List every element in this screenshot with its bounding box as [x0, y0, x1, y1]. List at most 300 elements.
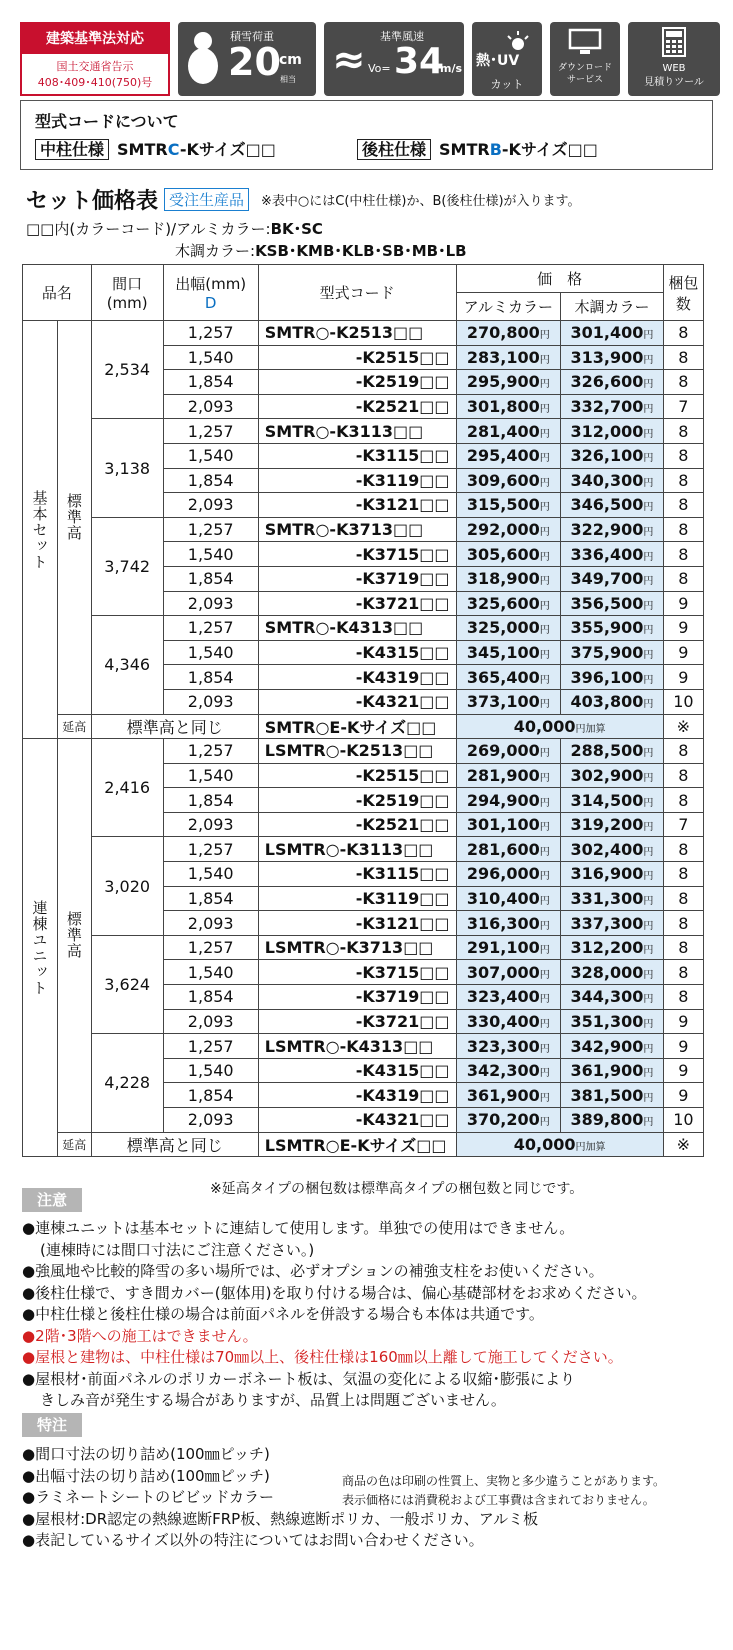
building-standard-badge: [20, 22, 170, 96]
pack-cell: 8: [663, 985, 703, 1010]
extended-label: 延高: [57, 714, 91, 739]
pack-cell: 9: [663, 1034, 703, 1059]
yen-unit: 円: [539, 772, 550, 784]
model-code-box: [20, 100, 713, 170]
caution-item: ●後柱仕様で、すき間カバー(躯体用)を取り付ける場合は、偏心基礎部材をお求めください。: [22, 1283, 647, 1302]
pack-cell: 8: [663, 935, 703, 960]
depth-cell: 2,093: [163, 591, 258, 616]
wood-color-line: 木調カラー:KSB･KMB･KLB･SB･MB･LB: [175, 242, 467, 260]
price-cell: 403,800円: [561, 689, 664, 714]
side-note-2: 表示価格には消費税および工事費は含まれておりません。: [342, 1493, 655, 1507]
table-row: [23, 837, 704, 862]
ext-code: LSMTR○E-Kサイズ□□: [258, 1132, 456, 1157]
price-cell: 342,300円: [456, 1058, 561, 1083]
yen-unit: 円: [539, 527, 550, 539]
width-cell: 4,228: [91, 1034, 163, 1132]
yen-unit: 円: [643, 379, 654, 391]
price-cell: 326,600円: [561, 370, 664, 395]
depth-cell: 2,093: [163, 812, 258, 837]
code-cell: -K4315□□: [258, 1058, 456, 1083]
price-cell: 337,300円: [561, 911, 664, 936]
pack-cell: 8: [663, 493, 703, 518]
code-cell: -K3119□□: [258, 468, 456, 493]
web-line2: 見積りツール: [644, 77, 704, 88]
code-cell: -K2515□□: [258, 763, 456, 788]
table-row: [23, 419, 704, 444]
yen-unit: 円: [643, 674, 654, 686]
price-cell: 307,000円: [456, 960, 561, 985]
code-cell: -K3119□□: [258, 886, 456, 911]
yen-unit: 円: [539, 822, 550, 834]
price-table-body: [23, 321, 704, 1157]
yen-unit: 円: [539, 1043, 550, 1055]
extended-label: 延高: [57, 1132, 91, 1157]
yen-unit: 円: [643, 600, 654, 612]
yen-unit: 円: [643, 625, 654, 637]
code-cell: -K3115□□: [258, 862, 456, 887]
yen-unit: 円: [539, 502, 550, 514]
yen-unit: 円: [539, 994, 550, 1006]
yen-unit: 円: [643, 330, 654, 342]
code-cell: LSMTR○-K4313□□: [258, 1034, 456, 1059]
depth-cell: 1,540: [163, 1058, 258, 1083]
header-wood: 木調カラー: [561, 293, 664, 321]
sun-icon: [506, 30, 530, 50]
code-cell: -K2521□□: [258, 812, 456, 837]
yen-unit: 円: [539, 895, 550, 907]
web-line1: WEB: [662, 63, 686, 74]
same-as-standard: 標準高と同じ: [91, 714, 258, 739]
depth-cell: 2,093: [163, 689, 258, 714]
caution-item: ●屋根材･前面パネルのポリカーボネート板は、気温の変化による収縮･膨張により: [22, 1369, 575, 1388]
depth-cell: 1,540: [163, 345, 258, 370]
price-cell: 302,900円: [561, 763, 664, 788]
price-cell: 396,100円: [561, 665, 664, 690]
code-cell: -K4321□□: [258, 1108, 456, 1133]
price-cell: 283,100円: [456, 345, 561, 370]
yen-unit: 円: [643, 453, 654, 465]
yen-unit: 円: [643, 354, 654, 366]
depth-cell: 1,854: [163, 566, 258, 591]
depth-cell: 2,093: [163, 1009, 258, 1034]
price-cell: 301,800円: [456, 394, 561, 419]
snowman-icon: [186, 28, 220, 90]
price-cell: 375,900円: [561, 640, 664, 665]
snow-value: 20: [228, 40, 281, 84]
price-cell: 281,600円: [456, 837, 561, 862]
pack-cell: 9: [663, 1058, 703, 1083]
caution-item: ●連棟ユニットは基本セットに連結して使用します。単独での使用はできません。: [22, 1219, 575, 1237]
price-cell: 270,800円: [456, 321, 561, 346]
price-cell: 340,300円: [561, 468, 664, 493]
pack-cell: 8: [663, 517, 703, 542]
table-row: [23, 517, 704, 542]
yen-unit: 円: [643, 1068, 654, 1080]
yen-unit: 円: [643, 945, 654, 957]
ext-pack: ※: [663, 1132, 703, 1157]
caution-item: きしみ音が発生する場合がありますが、品質上は問題ございません。: [40, 1391, 506, 1409]
pack-cell: 8: [663, 370, 703, 395]
yen-unit: 円: [539, 920, 550, 932]
price-cell: 361,900円: [456, 1083, 561, 1108]
center-pillar-label: 中柱仕様: [35, 139, 109, 160]
code-cell: -K4319□□: [258, 1083, 456, 1108]
code-cell: -K4321□□: [258, 689, 456, 714]
price-cell: 345,100円: [456, 640, 561, 665]
wind-unit: m/s: [440, 62, 463, 75]
depth-cell: 1,257: [163, 517, 258, 542]
pack-cell: 10: [663, 1108, 703, 1133]
yen-unit: 円: [539, 871, 550, 883]
ext-code: SMTR○E-Kサイズ□□: [258, 714, 456, 739]
code-cell: -K4315□□: [258, 640, 456, 665]
depth-cell: 1,257: [163, 321, 258, 346]
yen-unit: 円: [539, 797, 550, 809]
price-cell: 281,400円: [456, 419, 561, 444]
yen-unit: 円: [539, 379, 550, 391]
price-cell: 370,200円: [456, 1108, 561, 1133]
web-estimate-badge: [628, 22, 720, 96]
price-cell: 281,900円: [456, 763, 561, 788]
price-cell: 305,600円: [456, 542, 561, 567]
depth-cell: 2,093: [163, 394, 258, 419]
price-cell: 389,800円: [561, 1108, 664, 1133]
yen-unit: 円: [539, 428, 550, 440]
width-cell: 2,416: [91, 739, 163, 837]
yen-unit: 円: [643, 846, 654, 858]
header-depth: 出幅(mm) D: [163, 265, 258, 321]
depth-cell: 1,854: [163, 468, 258, 493]
code-cell: -K3721□□: [258, 591, 456, 616]
depth-cell: 1,540: [163, 443, 258, 468]
price-cell: 310,400円: [456, 886, 561, 911]
model-code-title: 型式コードについて: [35, 112, 179, 131]
yen-unit: 円: [539, 354, 550, 366]
depth-cell: 2,093: [163, 493, 258, 518]
header-pack: 梱包 数: [663, 265, 703, 321]
depth-cell: 1,257: [163, 739, 258, 764]
yen-unit: 円: [643, 527, 654, 539]
price-table-heading: [26, 184, 726, 214]
caution-item: ●2階･3階への施工はできません。: [22, 1326, 258, 1345]
price-cell: 302,400円: [561, 837, 664, 862]
price-cell: 316,900円: [561, 862, 664, 887]
yen-unit: 円: [539, 1117, 550, 1129]
ext-row: [23, 714, 704, 739]
pack-cell: 9: [663, 640, 703, 665]
table-row: [23, 739, 704, 764]
code-cell: -K3115□□: [258, 443, 456, 468]
special-title: 特注: [22, 1413, 82, 1437]
price-cell: 361,900円: [561, 1058, 664, 1083]
snow-load-badge: [178, 22, 316, 96]
code-cell: -K3721□□: [258, 1009, 456, 1034]
price-cell: 344,300円: [561, 985, 664, 1010]
pack-cell: 8: [663, 960, 703, 985]
yen-unit: 円: [539, 650, 550, 662]
price-cell: 269,000円: [456, 739, 561, 764]
price-cell: 313,900円: [561, 345, 664, 370]
pack-cell: 8: [663, 837, 703, 862]
yen-unit: 円: [539, 625, 550, 637]
yen-unit: 円: [539, 1018, 550, 1030]
depth-cell: 2,093: [163, 1108, 258, 1133]
depth-cell: 1,257: [163, 616, 258, 641]
yen-unit: 円: [539, 748, 550, 760]
pack-cell: 8: [663, 763, 703, 788]
price-cell: 315,500円: [456, 493, 561, 518]
price-cell: 349,700円: [561, 566, 664, 591]
price-cell: 295,900円: [456, 370, 561, 395]
table-row: [23, 1034, 704, 1059]
yen-unit: 円: [539, 551, 550, 563]
pack-cell: 9: [663, 616, 703, 641]
pack-cell: 8: [663, 468, 703, 493]
download-line1: ダウンロード: [557, 63, 612, 73]
table-row: [23, 935, 704, 960]
yen-unit: 円: [643, 502, 654, 514]
ext-row: [23, 1132, 704, 1157]
price-cell: 292,000円: [456, 517, 561, 542]
price-cell: 365,400円: [456, 665, 561, 690]
yen-unit: 円: [539, 404, 550, 416]
depth-cell: 1,540: [163, 640, 258, 665]
yen-unit: 円: [643, 404, 654, 416]
law-title: 建築基準法対応: [22, 24, 168, 54]
side-notes: [342, 1472, 665, 1510]
depth-cell: 1,854: [163, 788, 258, 813]
pack-cell: 9: [663, 1009, 703, 1034]
special-item: ●屋根材:DR認定の熱線遮断FRP板、熱線遮断ポリカ、一般ポリカ、アルミ板: [22, 1509, 539, 1528]
depth-cell: 1,540: [163, 763, 258, 788]
code-cell: SMTR○-K3713□□: [258, 517, 456, 542]
depth-cell: 1,854: [163, 886, 258, 911]
code-cell: -K3719□□: [258, 566, 456, 591]
price-cell: 323,400円: [456, 985, 561, 1010]
order-made-badge: 受注生産品: [164, 188, 249, 211]
price-cell: 325,000円: [456, 616, 561, 641]
depth-cell: 1,257: [163, 935, 258, 960]
depth-cell: 1,540: [163, 862, 258, 887]
price-cell: 296,000円: [456, 862, 561, 887]
ext-pack: ※: [663, 714, 703, 739]
price-cell: 381,500円: [561, 1083, 664, 1108]
same-as-standard: 標準高と同じ: [91, 1132, 258, 1157]
header-width: 間口 (mm): [91, 265, 163, 321]
yen-unit: 円: [643, 871, 654, 883]
code-cell: -K4319□□: [258, 665, 456, 690]
code-cell: -K3121□□: [258, 911, 456, 936]
download-line2: サービス: [566, 75, 603, 85]
header-price: 価 格: [456, 265, 663, 293]
wind-value: 34: [394, 41, 445, 82]
width-cell: 3,742: [91, 517, 163, 615]
yen-unit: 円: [539, 674, 550, 686]
yen-unit: 円: [539, 330, 550, 342]
back-pillar-label: 後柱仕様: [357, 139, 431, 160]
code-cell: -K3715□□: [258, 542, 456, 567]
depth-cell: 1,540: [163, 960, 258, 985]
caution-item: ●強風地や比較的降雪の多い場所では、必ずオプションの補強支柱をお使いください。: [22, 1262, 604, 1280]
special-item: ●出幅寸法の切り詰め(100㎜ピッチ): [22, 1466, 270, 1485]
yen-unit: 円: [643, 772, 654, 784]
caution-title: 注意: [22, 1188, 82, 1212]
yen-unit: 円: [539, 945, 550, 957]
calculator-icon: [662, 27, 686, 57]
price-cell: 346,500円: [561, 493, 664, 518]
table-note: ※表中○にはC(中柱仕様)か、B(後柱仕様)が入ります。: [261, 194, 581, 209]
code-cell: -K3715□□: [258, 960, 456, 985]
uv-cut-badge: [472, 22, 542, 96]
yen-unit: 円: [643, 994, 654, 1006]
price-cell: 288,500円: [561, 739, 664, 764]
header-code: 型式コード: [258, 265, 456, 321]
yen-unit: 円: [643, 895, 654, 907]
width-cell: 3,624: [91, 935, 163, 1033]
pack-cell: 9: [663, 591, 703, 616]
center-pillar-code: 中柱仕様 SMTRC-Kサイズ□□: [35, 137, 276, 160]
ext-price: 40,000円加算: [456, 714, 663, 739]
caution-item: (連棟時には間口寸法にご注意ください。): [40, 1240, 315, 1259]
wind-speed-badge: [324, 22, 464, 96]
yen-unit: 円: [539, 846, 550, 858]
page-title: セット価格表: [26, 189, 159, 214]
price-cell: 323,300円: [456, 1034, 561, 1059]
depth-cell: 1,854: [163, 665, 258, 690]
code-cell: SMTR○-K3113□□: [258, 419, 456, 444]
yen-unit: 円: [643, 920, 654, 932]
depth-cell: 1,540: [163, 542, 258, 567]
price-cell: 316,300円: [456, 911, 561, 936]
pack-cell: 7: [663, 812, 703, 837]
pack-cell: 8: [663, 788, 703, 813]
yen-unit: 円: [539, 1068, 550, 1080]
yen-unit: 円: [539, 477, 550, 489]
snow-unit-sub: 相当: [280, 75, 296, 84]
price-cell: 301,100円: [456, 812, 561, 837]
price-cell: 332,700円: [561, 394, 664, 419]
yen-unit: 円: [643, 428, 654, 440]
pack-cell: 8: [663, 345, 703, 370]
yen-unit: 円: [539, 1092, 550, 1104]
width-cell: 2,534: [91, 321, 163, 419]
price-cell: 318,900円: [456, 566, 561, 591]
yen-unit: 円: [643, 969, 654, 981]
width-cell: 3,020: [91, 837, 163, 935]
download-badge: [550, 22, 620, 96]
spec-badges: [20, 22, 720, 96]
wind-icon: ≈: [332, 37, 366, 83]
depth-cell: 1,854: [163, 985, 258, 1010]
product-name: 連棟ユニット: [23, 739, 58, 1157]
depth-cell: 1,854: [163, 1083, 258, 1108]
yen-unit: 円: [643, 699, 654, 711]
yen-unit: 円: [539, 969, 550, 981]
code-cell: -K3121□□: [258, 493, 456, 518]
caution-item: ●屋根と建物は、中柱仕様は70㎜以上、後柱仕様は160㎜以上離して施工してください。: [22, 1348, 623, 1366]
price-cell: 328,000円: [561, 960, 664, 985]
pack-cell: 8: [663, 321, 703, 346]
depth-cell: 1,854: [163, 370, 258, 395]
price-cell: 312,200円: [561, 935, 664, 960]
yen-unit: 円: [643, 650, 654, 662]
alu-color-line: □□内(カラーコード)/アルミカラー:BK･SC: [26, 220, 323, 238]
price-cell: 314,500円: [561, 788, 664, 813]
price-cell: 301,400円: [561, 321, 664, 346]
yen-unit: 円: [643, 822, 654, 834]
price-cell: 291,100円: [456, 935, 561, 960]
height-type: 標準高: [57, 739, 91, 1133]
depth-cell: 1,257: [163, 1034, 258, 1059]
code-cell: -K2519□□: [258, 788, 456, 813]
code-cell: SMTR○-K4313□□: [258, 616, 456, 641]
price-cell: 355,900円: [561, 616, 664, 641]
special-item: ●ラミネートシートのビビッドカラー: [22, 1488, 275, 1506]
yen-unit: 円: [643, 797, 654, 809]
price-cell: 373,100円: [456, 689, 561, 714]
pack-cell: 8: [663, 419, 703, 444]
code-cell: -K2515□□: [258, 345, 456, 370]
price-cell: 326,100円: [561, 443, 664, 468]
depth-cell: 1,257: [163, 837, 258, 862]
pack-cell: 8: [663, 886, 703, 911]
yen-unit: 円: [539, 576, 550, 588]
price-table: [22, 264, 704, 1157]
price-cell: 331,300円: [561, 886, 664, 911]
price-cell: 325,600円: [456, 591, 561, 616]
code-cell: LSMTR○-K3713□□: [258, 935, 456, 960]
yen-unit: 円: [539, 453, 550, 465]
yen-unit: 円: [643, 551, 654, 563]
code-cell: -K2519□□: [258, 370, 456, 395]
pack-cell: 10: [663, 689, 703, 714]
pack-cell: 8: [663, 566, 703, 591]
caution-item: ●中柱仕様と後柱仕様の場合は前面パネルを併設する場合も本体は共通です。: [22, 1305, 544, 1323]
special-item: ●表記しているサイズ以外の特注についてはお問い合わせください。: [22, 1531, 484, 1549]
table-row: [23, 616, 704, 641]
price-cell: 312,000円: [561, 419, 664, 444]
code-cell: LSMTR○-K2513□□: [258, 739, 456, 764]
side-note-1: 商品の色は印刷の性質上、実物と多少違うことがあります。: [342, 1474, 666, 1488]
pack-cell: 8: [663, 739, 703, 764]
code-cell: -K3719□□: [258, 985, 456, 1010]
price-cell: 322,900円: [561, 517, 664, 542]
yen-unit: 円: [539, 600, 550, 612]
yen-unit: 円: [643, 477, 654, 489]
yen-unit: 円: [643, 576, 654, 588]
pack-cell: 8: [663, 542, 703, 567]
price-cell: 294,900円: [456, 788, 561, 813]
pack-cell: 8: [663, 443, 703, 468]
yen-unit: 円: [643, 1018, 654, 1030]
price-cell: 336,400円: [561, 542, 664, 567]
wind-vo: Vo=: [368, 62, 391, 75]
pack-cell: 9: [663, 665, 703, 690]
product-name: 基本セット: [23, 321, 58, 739]
pack-cell: 9: [663, 1083, 703, 1108]
caution-list: [22, 1218, 722, 1412]
height-type: 標準高: [57, 321, 91, 715]
uv-title: 熱･UV: [476, 53, 520, 69]
code-cell: -K2521□□: [258, 394, 456, 419]
table-row: [23, 321, 704, 346]
header-name: 品名: [23, 265, 92, 321]
law-sub2: 408･409･410(750)号: [37, 76, 153, 89]
back-pillar-code: 後柱仕様 SMTRB-Kサイズ□□: [357, 137, 598, 160]
code-cell: SMTR○-K2513□□: [258, 321, 456, 346]
width-cell: 4,346: [91, 616, 163, 714]
header-alu: アルミカラー: [456, 293, 561, 321]
